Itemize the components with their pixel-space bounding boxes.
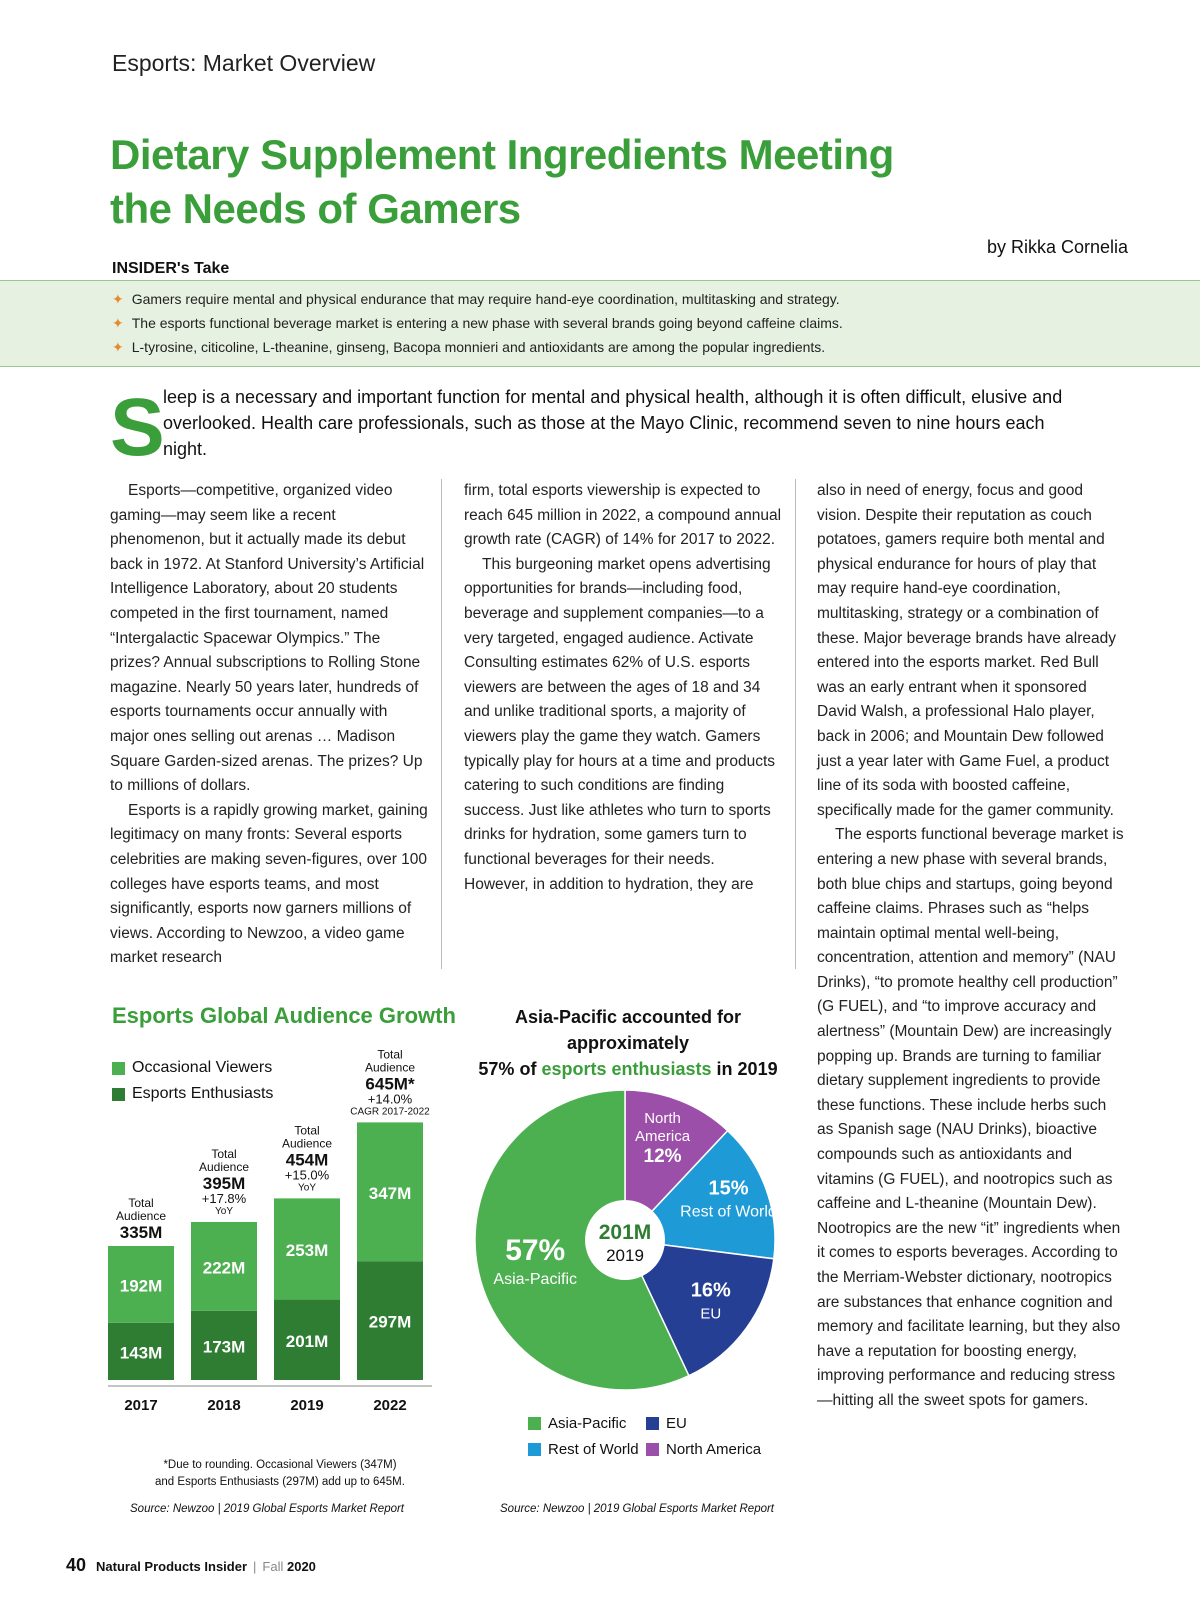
star-icon: ✦ — [112, 291, 124, 307]
paragraph: Esports—competitive, organized video gaming—may seem like a recent phenomenon, but it actually made its debut back in 1972. At Stanford University’s Artificial Intelligence Laboratory, about 20 students competed in the first tournament, named “Intergalactic Spacewar Olympics.” The prizes? Annual subscriptions to Rolling Stone magazine. Nearly 50 years later, hundreds of esports tournaments occur annually with major ones selling out arenas … Madison Square Garden-sized arenas. The prizes? Up to millions of dollars. — [110, 482, 425, 795]
bar-value-label: 192M — [119, 1276, 163, 1296]
legend-label: EU — [666, 1414, 687, 1432]
bar-value-label: 173M — [202, 1337, 246, 1357]
paragraph: also in need of energy, focus and good vision. Despite their reputation as couch potatoes, gamers require both mental and physical endurance for hours of play that may require hand-eye coordination, multitasking, strategy or a combination of these. Major beverage brands have already entered into the esports market. Red Bull was an early entrant when it sponsored David Walsh, a professional Halo player, back in 2006; and Mountain Dew followed just a year later with Game Fuel, a product line of its soda with boosted caffeine, specifically made for the gamer community. — [817, 482, 1116, 819]
paragraph: The esports functional beverage market is entering a new phase with several brands, both blue chips and startups, going beyond caffeine claims. Phrases such as “helps maintain optimal mental well-being, concentration, attention and memory” (NAU Drinks), “to promote healthy cell production” (G FUEL), and “to improve accuracy and alertness” (Mountain Dew) are increasingly popping up. Brands are turning to familiar dietary supplement ingredients to provide these functions. These include herbs such as Spanish sage (NAU Drinks), bioactive compounds such as antioxidants and vitamins (G FUEL), and nootropics such as caffeine and L-theanine (Mountain Dew). Nootropics are the new “it” ingredients when it comes to esports beverages. According to the Merriam-Webster dictionary, nootropics are substances that enhance cognition and memory and facilitate learning, but they also have a reputation for boosting energy, improving performance and reducing stress—hitting all the sweet spots for gamers. — [817, 826, 1124, 1409]
slice-value: 16% — [690, 1279, 731, 1302]
slice-value: 12% — [643, 1146, 682, 1168]
x-tick-label: 2022 — [373, 1397, 407, 1414]
pie-chart-legend — [528, 1410, 768, 1462]
total-annotation: YoY — [298, 1182, 316, 1194]
total-annotation: CAGR 2017-2022 — [350, 1106, 430, 1118]
column-divider — [795, 479, 796, 969]
byline: by Rikka Cornelia — [986, 237, 1128, 257]
legend-item — [528, 1436, 646, 1462]
bar-value-label: 253M — [285, 1241, 329, 1260]
total-annotation: +15.0% — [284, 1167, 330, 1183]
footnote-line: and Esports Enthusiasts (297M) add up to 645M. — [155, 1476, 405, 1488]
bar-value-label: 143M — [119, 1343, 163, 1363]
pie-center-label: 2019 — [606, 1246, 644, 1265]
legend-swatch — [646, 1417, 659, 1430]
section-label: Esports: Market Overview — [112, 50, 376, 76]
legend-swatch — [646, 1443, 659, 1456]
bar-value-label: 347M — [368, 1183, 412, 1203]
slice-name: America — [635, 1128, 691, 1146]
slice-name: North — [644, 1110, 681, 1128]
bar-value-label: 297M — [368, 1312, 412, 1332]
pie-chart-title — [458, 1004, 798, 1082]
legend-item — [528, 1410, 646, 1436]
insider-take-label: INSIDER's Take — [112, 260, 230, 277]
legend-item — [646, 1436, 761, 1462]
paragraph: Esports is a rapidly growing market, gaining legitimacy on many fronts: Several esports celebrities are making seven-figures, over 100 colleges have esports teams, and most significantly, esports now garners millions of views. According to Newzoo, a video game market research — [110, 801, 428, 967]
x-tick-label: 2017 — [124, 1397, 158, 1414]
paragraph: firm, total esports viewership is expected to reach 645 million in 2022, a compound annual growth rate (CAGR) of 14% for 2017 to 2022. — [464, 482, 782, 549]
bullet-text: Gamers require mental and physical endurance that may require hand-eye coordination, multitasking and strategy. — [131, 291, 840, 307]
bar-chart-source: Source: Newzoo | 2019 Global Esports Market Report — [130, 1503, 405, 1515]
magazine-name: Natural Products Insider — [96, 1559, 248, 1574]
legend-label: Asia-Pacific — [548, 1414, 627, 1432]
slice-name: Rest of World — [680, 1203, 777, 1221]
issue-year: 2020 — [286, 1559, 316, 1574]
bar-value-label: 222M — [202, 1258, 246, 1278]
total-annotation: +17.8% — [201, 1191, 247, 1206]
bar-chart-footnote — [120, 1457, 440, 1491]
bar-value-label: 201M — [285, 1331, 329, 1351]
total-annotation: Total — [128, 1196, 154, 1210]
x-tick-label: 2018 — [207, 1397, 241, 1414]
total-annotation: Audience — [364, 1060, 416, 1075]
pie-title-line-1: Asia-Pacific accounted for approximately — [514, 1007, 742, 1053]
x-tick-label: 2019 — [290, 1397, 324, 1414]
article-column-3 — [817, 479, 1125, 1414]
page-footer — [66, 1555, 316, 1576]
article-title — [110, 128, 910, 236]
pie-title-highlight: esports enthusiasts — [541, 1059, 712, 1079]
legend-item — [646, 1410, 687, 1436]
pie-chart — [470, 1085, 790, 1405]
page-number: 40 — [66, 1555, 87, 1575]
total-annotation: Total — [377, 1047, 403, 1062]
insider-take-box — [0, 280, 1200, 367]
drop-cap: S — [110, 382, 165, 473]
total-annotation: YoY — [215, 1206, 233, 1217]
star-icon: ✦ — [112, 339, 124, 355]
total-annotation: Audience — [115, 1209, 167, 1223]
article-column-1 — [110, 479, 430, 971]
pie-center-value: 201M — [598, 1221, 652, 1244]
legend-label: Esports Enthusiasts — [132, 1085, 274, 1102]
total-annotation: 454M — [285, 1150, 329, 1170]
article-column-2 — [464, 479, 782, 897]
insider-bullet — [112, 287, 1200, 311]
bullet-text: The esports functional beverage market is entering a new phase with several brands going beyond caffeine claims. — [131, 315, 843, 331]
title-line-2: the Needs of Gamers — [110, 185, 521, 232]
pie-title-line-2 — [458, 1056, 798, 1082]
insider-bullet — [112, 311, 1200, 335]
title-line-1: Dietary Supplement Ingredients Meeting — [110, 131, 894, 178]
pie-title-pct: 57% — [478, 1059, 515, 1079]
footnote-line: *Due to rounding. Occasional Viewers (347M) — [163, 1459, 397, 1471]
total-annotation: Audience — [281, 1136, 333, 1151]
bar-chart-title: Esports Global Audience Growth — [112, 1003, 456, 1028]
total-annotation: 645M* — [365, 1074, 415, 1094]
column-divider — [441, 479, 442, 969]
slice-name: Asia-Pacific — [493, 1271, 578, 1289]
pie-title-post: in 2019 — [716, 1059, 778, 1079]
total-annotation: 335M — [119, 1223, 163, 1242]
total-annotation: Total — [211, 1147, 237, 1161]
slice-name: EU — [700, 1305, 722, 1323]
bar-chart — [100, 1040, 450, 1450]
issue-season: Fall — [262, 1559, 284, 1574]
legend-swatch — [528, 1417, 541, 1430]
total-annotation: 395M — [202, 1174, 246, 1193]
legend-label: Occasional Viewers — [132, 1059, 273, 1076]
total-annotation: Total — [294, 1123, 320, 1138]
insider-bullet — [112, 335, 1200, 359]
pie-chart-source: Source: Newzoo | 2019 Global Esports Market Report — [500, 1503, 775, 1515]
bullet-text: L-tyrosine, citicoline, L-theanine, ginseng, Bacopa monnieri and antioxidants are among the popular ingredients. — [131, 339, 826, 355]
paragraph: This burgeoning market opens advertising opportunities for brands—including food, beverage and supplement companies—to a very targeted, engaged audience. Activate Consulting estimates 62% of U.S. esports viewers are between the ages of 18 and 34 and unlike traditional sports, a majority of viewers play the game they watch. Gamers typically play for hours at a time and products catering to such conditions are finding success. Just like athletes who turn to sports drinks for hydration, some gamers turn to functional beverages for their needs. However, in addition to hydration, they are — [464, 555, 776, 893]
legend-swatch — [528, 1443, 541, 1456]
legend-label: North America — [666, 1440, 762, 1458]
total-annotation: +14.0% — [367, 1091, 413, 1107]
legend-label: Rest of World — [548, 1440, 639, 1458]
footer-separator: | — [253, 1559, 257, 1574]
slice-value: 15% — [708, 1177, 749, 1200]
pie-title-mid: of — [519, 1059, 537, 1079]
star-icon: ✦ — [112, 315, 124, 331]
intro-paragraph: leep is a necessary and important function for mental and physical health, although it is often difficult, elusive and overlooked. Health care professionals, such as those at the Mayo Clinic, recommend seven to nine hours each night. — [163, 387, 1063, 459]
total-annotation: Audience — [198, 1160, 250, 1174]
slice-value: 57% — [505, 1234, 566, 1268]
